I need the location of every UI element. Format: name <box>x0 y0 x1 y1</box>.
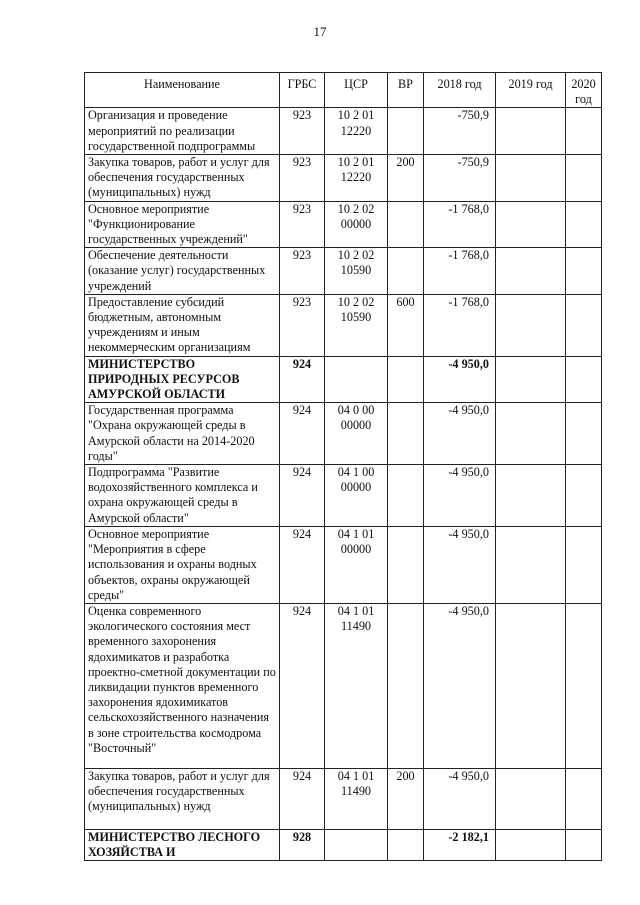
row-2019 <box>496 768 566 829</box>
row-2018: -4 950,0 <box>424 526 496 603</box>
table-row <box>85 294 602 356</box>
row-name: Государственная программа "Охрана окружающей среды в Амурской области на 2014-2020 годы" <box>85 403 280 465</box>
row-2020 <box>566 248 602 295</box>
row-csr: 04 1 01 00000 <box>325 526 388 603</box>
row-grbs: 924 <box>280 356 325 403</box>
row-2020 <box>566 201 602 248</box>
row-name: Подпрограмма "Развитие водохозяйственного комплекса и охрана окружающей среды в Амурской области" <box>85 465 280 527</box>
row-2018: -750,9 <box>424 108 496 155</box>
row-name: Обеспечение деятельности (оказание услуг) государственных учреждений <box>85 248 280 295</box>
col-header-grbs: ГРБС <box>280 73 325 108</box>
budget-table <box>84 72 602 861</box>
row-2019 <box>496 108 566 155</box>
row-2019 <box>496 248 566 295</box>
row-grbs: 928 <box>280 829 325 860</box>
row-2019 <box>496 403 566 465</box>
row-2019 <box>496 294 566 356</box>
table-row <box>85 829 602 860</box>
table-row <box>85 201 602 248</box>
row-2020 <box>566 294 602 356</box>
row-vr <box>388 201 424 248</box>
row-2020 <box>566 768 602 829</box>
row-vr <box>388 403 424 465</box>
page-number: 17 <box>313 24 327 39</box>
table-row <box>85 403 602 465</box>
row-2019 <box>496 356 566 403</box>
row-vr <box>388 248 424 295</box>
row-2018: -1 768,0 <box>424 201 496 248</box>
row-vr <box>388 108 424 155</box>
row-vr: 200 <box>388 155 424 202</box>
row-name: Закупка товаров, работ и услуг для обеспечения государственных (муниципальных) нужд <box>85 155 280 202</box>
row-name: Закупка товаров, работ и услуг для обеспечения государственных (муниципальных) нужд <box>85 768 280 829</box>
row-csr <box>325 829 388 860</box>
row-grbs: 923 <box>280 294 325 356</box>
table-row <box>85 356 602 403</box>
row-grbs: 924 <box>280 768 325 829</box>
row-name: Основное мероприятие "Функционирование государственных учреждений" <box>85 201 280 248</box>
row-2018: -4 950,0 <box>424 603 496 768</box>
row-2018: -4 950,0 <box>424 768 496 829</box>
row-grbs: 923 <box>280 201 325 248</box>
col-header-vr: ВР <box>388 73 424 108</box>
row-name: Предоставление субсидий бюджетным, автономным учреждениям и иным некоммерческим организациям <box>85 294 280 356</box>
row-csr: 10 2 02 10590 <box>325 294 388 356</box>
row-2020 <box>566 526 602 603</box>
row-vr <box>388 829 424 860</box>
table-row <box>85 108 602 155</box>
row-2019 <box>496 465 566 527</box>
row-2020 <box>566 403 602 465</box>
table-row <box>85 155 602 202</box>
row-2020 <box>566 155 602 202</box>
row-vr: 600 <box>388 294 424 356</box>
row-grbs: 923 <box>280 248 325 295</box>
table-row <box>85 603 602 768</box>
table-row <box>85 465 602 527</box>
row-csr: 10 2 02 10590 <box>325 248 388 295</box>
row-2020 <box>566 465 602 527</box>
row-vr: 200 <box>388 768 424 829</box>
col-header-2019: 2019 год <box>496 73 566 108</box>
row-grbs: 924 <box>280 465 325 527</box>
row-csr: 04 1 01 11490 <box>325 768 388 829</box>
row-name: Оценка современного экологического состояния мест временного захоронения ядохимикатов и разработка проектно-сметной документации по ликвидации пунктов временного захоронения ядохимикатов сельскохозяйственного назначения в зоне строительства космодрома "Восточный" <box>85 603 280 768</box>
row-2018: -4 950,0 <box>424 403 496 465</box>
row-name: МИНИСТЕРСТВО ЛЕСНОГО ХОЗЯЙСТВА И <box>85 829 280 860</box>
row-vr <box>388 465 424 527</box>
row-name: Основное мероприятие "Мероприятия в сфере использования и охраны водных объектов, охраны окружающей среды" <box>85 526 280 603</box>
row-csr: 10 2 01 12220 <box>325 155 388 202</box>
col-header-2020: 2020 год <box>566 73 602 108</box>
row-csr: 04 0 00 00000 <box>325 403 388 465</box>
table-row <box>85 526 602 603</box>
row-2020 <box>566 108 602 155</box>
row-csr: 10 2 01 12220 <box>325 108 388 155</box>
row-2018: -2 182,1 <box>424 829 496 860</box>
row-csr <box>325 356 388 403</box>
row-2018: -1 768,0 <box>424 248 496 295</box>
row-csr: 04 1 00 00000 <box>325 465 388 527</box>
row-2018: -1 768,0 <box>424 294 496 356</box>
row-grbs: 923 <box>280 108 325 155</box>
row-2020 <box>566 356 602 403</box>
row-grbs: 924 <box>280 403 325 465</box>
row-vr <box>388 356 424 403</box>
col-header-2018: 2018 год <box>424 73 496 108</box>
row-vr <box>388 603 424 768</box>
row-2019 <box>496 201 566 248</box>
row-name: МИНИСТЕРСТВО ПРИРОДНЫХ РЕСУРСОВ АМУРСКОЙ ОБЛАСТИ <box>85 356 280 403</box>
row-2020 <box>566 603 602 768</box>
row-2020 <box>566 829 602 860</box>
row-grbs: 924 <box>280 603 325 768</box>
row-vr <box>388 526 424 603</box>
col-header-csr: ЦСР <box>325 73 388 108</box>
table-header-row <box>85 73 602 108</box>
row-2019 <box>496 155 566 202</box>
row-name: Организация и проведение мероприятий по реализации государственной подпрограммы <box>85 108 280 155</box>
row-2019 <box>496 829 566 860</box>
row-2018: -4 950,0 <box>424 356 496 403</box>
row-2018: -750,9 <box>424 155 496 202</box>
table-row <box>85 768 602 829</box>
row-grbs: 923 <box>280 155 325 202</box>
row-2018: -4 950,0 <box>424 465 496 527</box>
table-row <box>85 248 602 295</box>
row-csr: 10 2 02 00000 <box>325 201 388 248</box>
row-grbs: 924 <box>280 526 325 603</box>
row-2019 <box>496 526 566 603</box>
row-csr: 04 1 01 11490 <box>325 603 388 768</box>
row-2019 <box>496 603 566 768</box>
col-header-name: Наименование <box>85 73 280 108</box>
